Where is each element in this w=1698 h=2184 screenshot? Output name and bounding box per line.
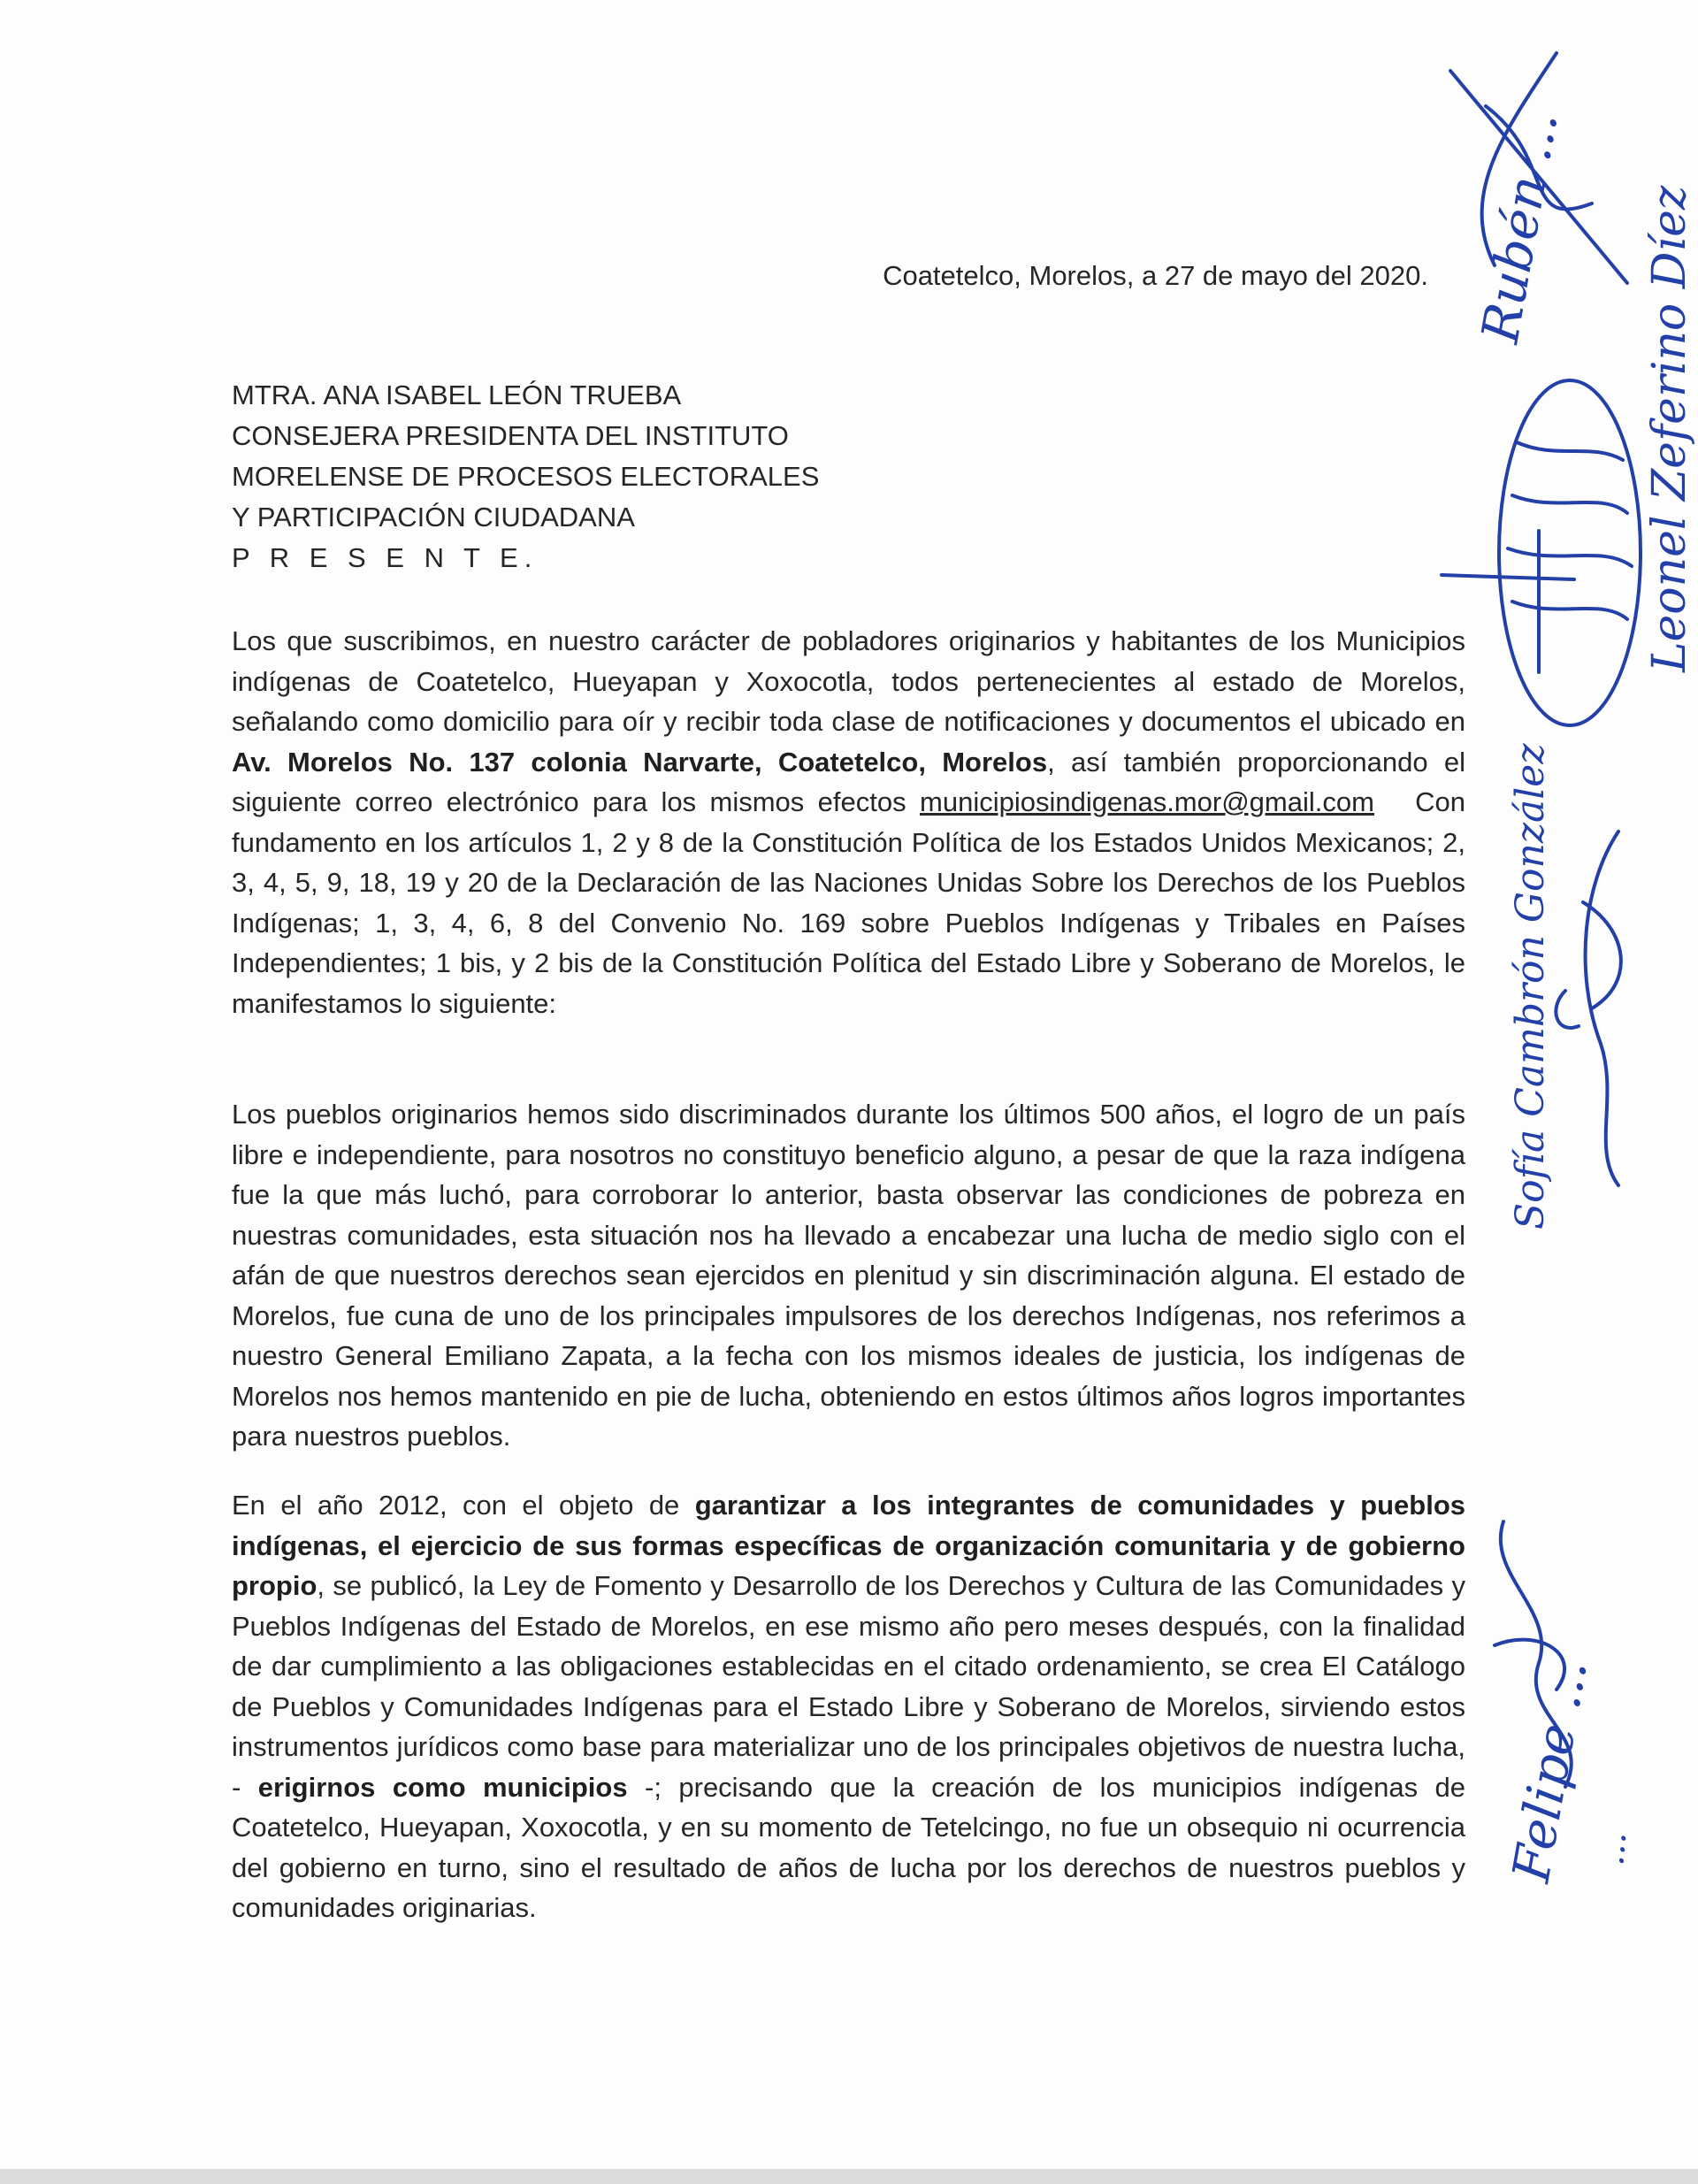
paragraph-law [232, 1485, 1465, 1928]
text-run: , se publicó, la Ley de Fomento y Desarrollo de los Derechos y Cultura de las Comunidades y Pueblos Indígenas del Estado de Morelos, en ese mismo año pero meses después, con la finalidad de dar cumplimiento a las obligaciones establecidas en el citado ordenamiento, se crea El Catálogo de Pueblos y Comunidades Indígenas para el Estado Libre y Soberano de Morelos, sirviendo estos instrumentos jurídicos como base para materializar uno de los principales objetivos de nuestra lucha, - [232, 1570, 1465, 1803]
paragraph-intro [232, 621, 1465, 1023]
text-run: Los que suscribimos, en nuestro carácter de pobladores originarios y habitantes de los Municipios indígenas de Coatetelco, Hueyapan y Xoxocotla, todos pertenecientes al estado de Morelos, señalando como domicilio para oír y recibir toda clase de notificaciones y documentos el ubicado en [232, 625, 1465, 737]
page-bottom-edge [0, 2169, 1698, 2184]
svg-text:Felipe ...: Felipe ... [1500, 1654, 1599, 1887]
recipient-title-line: MORELENSE DE PROCESOS ELECTORALES [232, 461, 820, 492]
bold-text: erigirnos como municipios [257, 1771, 628, 1803]
recipient-title-line: CONSEJERA PRESIDENTA DEL INSTITUTO [232, 420, 789, 451]
text-run: En el año 2012, con el objeto de [232, 1490, 680, 1521]
paragraph-history: Los pueblos originarios hemos sido discriminados durante los últimos 500 años, el logro de un país libre e independiente, para nosotros no constituyo beneficio alguno, a pesar de que la raza indígena fue la que más luchó, para corroborar lo anterior, basta observar las condiciones de pobreza en nuestras comunidades, esta situación nos ha llevado a encabezar una lucha de medio siglo con el afán de que nuestros derechos sean ejercidos en plenitud y sin discriminación alguna. El estado de Morelos, fue cuna de uno de los principales impulsores de los derechos Indígenas, nos referimos a nuestro General Emiliano Zapata, a la fecha con los mismos ideales de justicia, los indígenas de Morelos nos hemos mantenido en pie de lucha, obteniendo en estos últimos años logros importantes para nuestros pueblos. [232, 1099, 1465, 1452]
text-run: -; precisando que la creación de los municipios indígenas de Coatetelco, Hueyapan, Xoxocotla, y en su momento de Tetelcingo, no fue un obsequio ni ocurrencia del gobierno en turno, sino el resultado de años de lucha por los derechos de nuestros pueblos y comunidades originarias. [232, 1771, 1465, 1923]
presente-line: P R E S E N T E. [232, 542, 539, 573]
letter-date: Coatetelco, Morelos, a 27 de mayo del 2020. [883, 260, 1428, 291]
recipient-block [232, 375, 819, 579]
recipient-name: MTRA. ANA ISABEL LEÓN TRUEBA [232, 379, 682, 410]
bold-text: garantizar a los integrantes de comunidades y pueblos indígenas, el ejercicio de sus formas específicas de organización comunitaria y de gobierno propio [232, 1490, 1465, 1601]
text-run: , así también proporcionando el siguiente correo electrónico para los mismos efectos [232, 746, 1466, 817]
svg-text:Leonel Zeferino Díez: Leonel Zeferino Díez [1643, 185, 1696, 672]
svg-text:Rubén ...: Rubén ... [1469, 107, 1570, 348]
recipient-title-line: Y PARTICIPACIÓN CIUDADANA [232, 502, 635, 533]
email-link[interactable]: municipiosindigenas.mor@gmail.com [920, 786, 1374, 817]
svg-text:Sofía Cambrón González: Sofía Cambrón González [1508, 743, 1553, 1230]
address-text: Av. Morelos No. 137 colonia Narvarte, Coatetelco, Morelos [232, 746, 1048, 778]
text-run: Con fundamento en los artículos 1, 2 y 8 de la Constitución Política de los Estados Unidos Mexicanos; 2, 3, 4, 5, 9, 18, 19 y 20 de la Declaración de las Naciones Unidas Sobre los Derechos de los Pueblos Indígenas; 1, 3, 4, 6, 8 del Convenio No. 169 sobre Pueblos Indígenas y Tribales en Países Independientes; 1 bis, y 2 bis de la Constitución Política del Estado Libre y Soberano de Morelos, le manifestamos lo siguiente: [232, 786, 1465, 1019]
svg-text:...: ... [1591, 1829, 1635, 1867]
